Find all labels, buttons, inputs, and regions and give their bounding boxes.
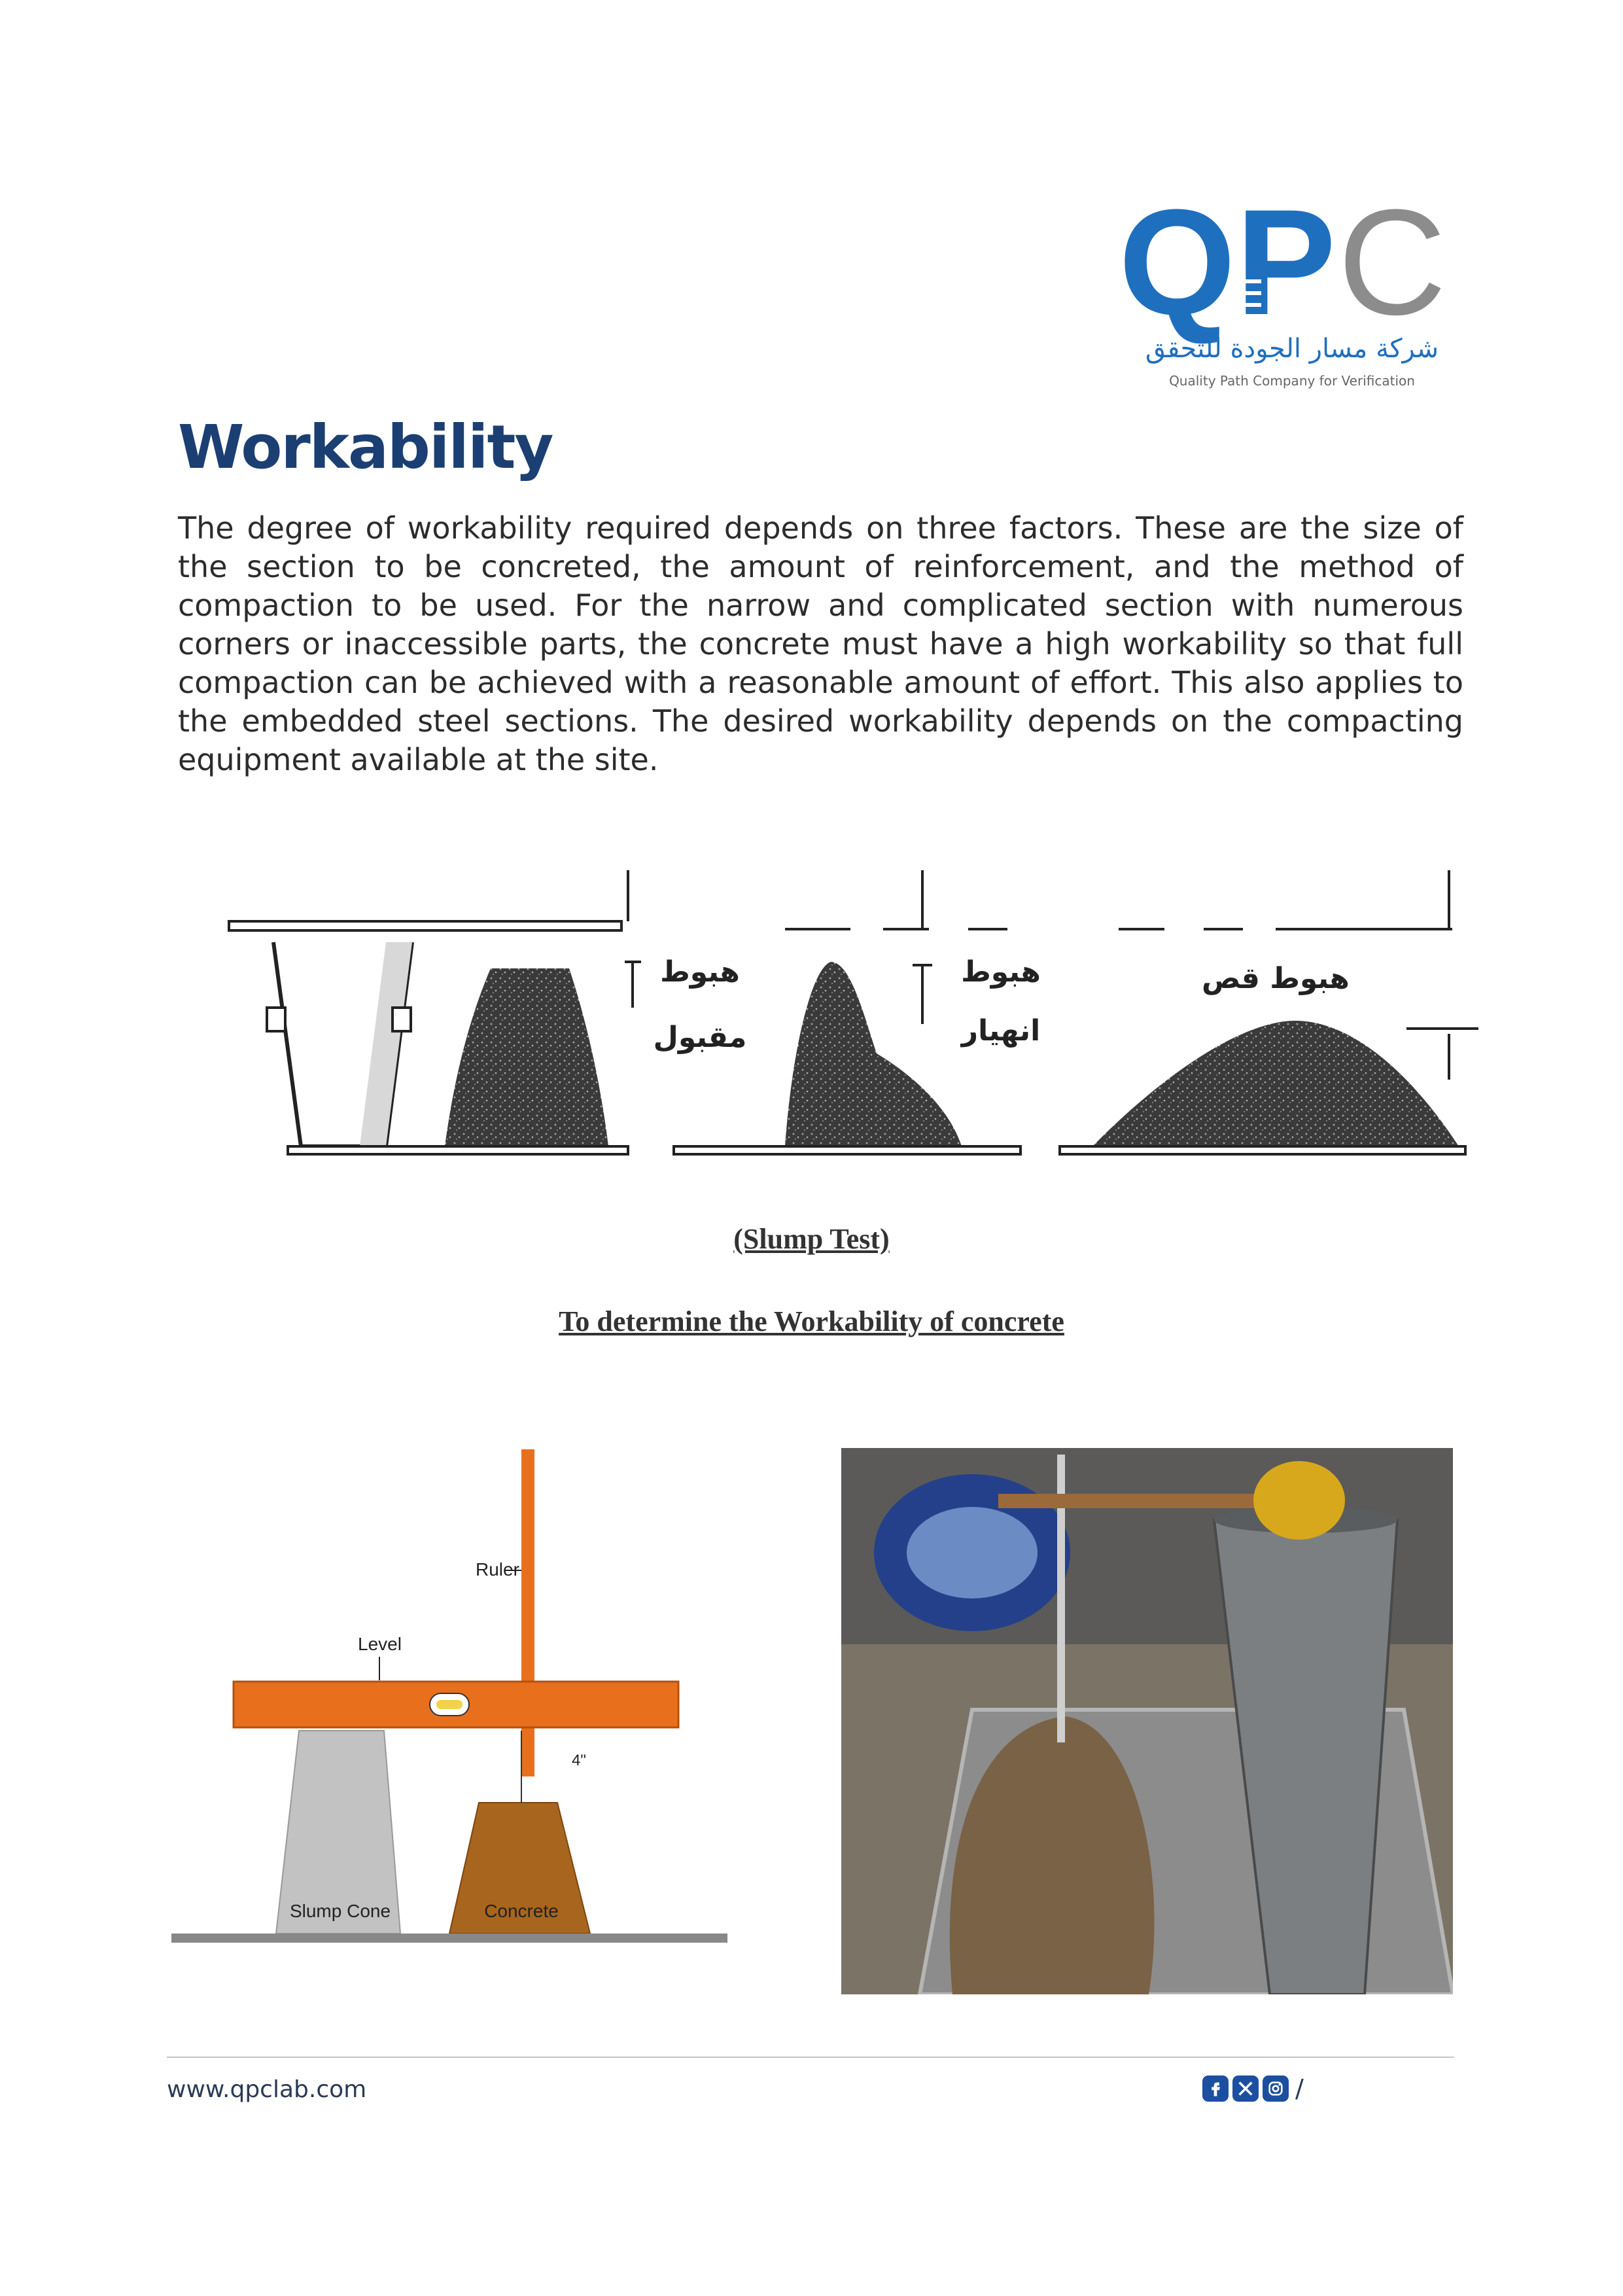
- label-level: Level: [358, 1634, 402, 1654]
- slump-test-caption: (Slump Test): [733, 1223, 890, 1255]
- instagram-icon[interactable]: [1263, 2075, 1289, 2102]
- shear-slump-figure: [1060, 870, 1478, 1154]
- label-concrete: Concrete: [484, 1901, 559, 1921]
- slump-types-diagram: [196, 857, 1478, 1224]
- facebook-icon[interactable]: [1202, 2075, 1229, 2102]
- label-true-slump-2: مقبول: [653, 1021, 747, 1054]
- page-title: Workability: [178, 412, 553, 482]
- true-slump-figure: [229, 870, 746, 1154]
- social-links: [1202, 2074, 1304, 2103]
- footer-divider: [167, 2057, 1454, 2058]
- label-shear-slump: هبوط قص: [1202, 962, 1350, 995]
- slump-test-purpose: To determine the Workability of concrete: [559, 1305, 1064, 1337]
- logo-arabic-name: شركة مسار الجودة للتحقق: [1145, 334, 1439, 364]
- label-collapse-slump-2: انهيار: [961, 1014, 1041, 1048]
- footer-separator: /: [1295, 2074, 1304, 2103]
- company-logo: [1112, 183, 1478, 399]
- logo-brand-qp: QP: [1119, 183, 1336, 346]
- label-ruler: Ruler: [476, 1559, 519, 1580]
- label-slump-cone: Slump Cone: [289, 1901, 391, 1921]
- x-twitter-icon[interactable]: [1232, 2075, 1259, 2102]
- slump-test-photo: [841, 1448, 1453, 1994]
- logo-brand-c: C: [1338, 183, 1447, 346]
- label-true-slump-1: هبوط: [660, 955, 740, 989]
- label-collapse-slump-1: هبوط: [961, 955, 1041, 989]
- body-paragraph: The degree of workability required depends on three factors. These are the size of the section to be concreted, the amount of reinforcement, and the method of compaction to be used. For the narrow and complicated section with numerous corners or inaccessible parts, the concrete must have a high workability so that full compaction can be achieved with a reasonable amount of effort. This also applies to the embedded steel sections. The desired workability depends on the compacting equipment available at the site.: [178, 510, 1463, 777]
- logo-english-name: Quality Path Company for Verification: [1169, 373, 1415, 389]
- label-measure: 4": [572, 1752, 586, 1769]
- qpc-logo-mark: [1112, 183, 1478, 347]
- slump-measure-diagram: [171, 1446, 727, 1996]
- collapse-slump-figure: [674, 870, 1041, 1154]
- footer-website-link[interactable]: www.qpclab.com: [167, 2076, 367, 2103]
